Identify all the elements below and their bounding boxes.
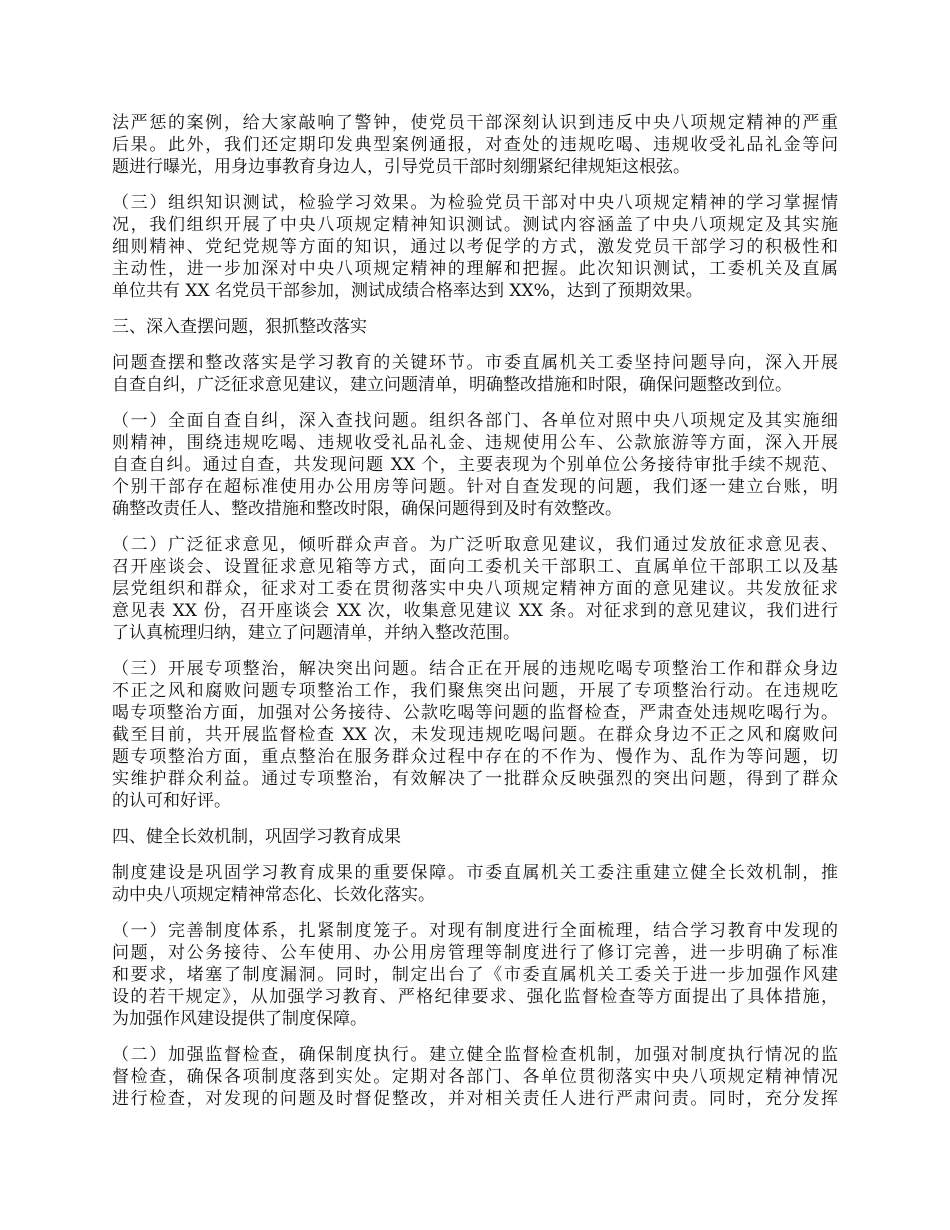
text-line: 意见表 XX 份，召开座谈会 XX 次，收集意见建议 XX 条。对征求到的意见建议，我们进行: [112, 601, 838, 621]
text-line: 题进行曝光，用身边事教育身边人，引导党员干部时刻绷紧纪律规矩这根弦。: [112, 157, 690, 177]
text-line: 后果。此外，我们还定期印发典型案例通报，对查处的违规吃喝、违规收受礼品礼金等问: [112, 135, 838, 155]
body-paragraph: [112, 112, 838, 178]
body-paragraph: [112, 192, 838, 302]
text-line: 督检查，确保各项制度落到实处。定期对各部门、各单位贯彻落实中央八项规定精神情况: [112, 1067, 838, 1087]
text-line: 实维护群众利益。通过专项整治，有效解决了一批群众反映强烈的突出问题，得到了群众: [112, 769, 838, 789]
text-line: 则精神，围绕违规吃喝、违规收受礼品礼金、违规使用公车、公款旅游等方面，深入开展: [112, 433, 838, 453]
text-line: 细则精神、党纪党规等方面的知识，通过以考促学的方式，激发党员干部学习的积极性和: [112, 237, 838, 257]
text-line: 为加强作风建设提供了制度保障。: [112, 1009, 367, 1029]
text-line: 题专项整治方面，重点整治在服务群众过程中存在的不作为、慢作为、乱作为等问题，切: [112, 747, 838, 767]
text-line: 层党组织和群众，征求对工委在贯彻落实中央八项规定精神方面的意见建议。共发放征求: [112, 579, 838, 599]
text-line: 况，我们组织开展了中央八项规定精神知识测试。测试内容涵盖了中央八项规定及其实施: [112, 215, 838, 235]
text-line: （二）广泛征求意见，倾听群众声音。为广泛听取意见建议，我们通过发放征求意见表、: [112, 535, 838, 555]
body-paragraph: [112, 1044, 838, 1110]
text-line: 问题查摆和整改落实是学习教育的关键环节。市委直属机关工委坚持问题导向，深入开展: [112, 353, 838, 373]
text-line: 召开座谈会、设置征求意见箱等方式，面向工委机关干部职工、直属单位干部职工以及基: [112, 557, 838, 577]
text-line: （二）加强监督检查，确保制度执行。建立健全监督检查机制，加强对制度执行情况的监: [112, 1045, 838, 1065]
text-line: 了认真梳理归纳，建立了问题清单，并纳入整改范围。: [112, 623, 520, 643]
body-paragraph: [112, 534, 838, 644]
text-line: 三、深入查摆问题，狠抓整改落实: [112, 317, 367, 337]
text-line: （三）组织知识测试，检验学习效果。为检验党员干部对中央八项规定精神的学习掌握情: [112, 193, 838, 213]
text-line: 四、健全长效机制，巩固学习教育成果: [112, 827, 401, 847]
text-line: 喝专项整治方面，加强对公务接待、公款吃喝等问题的监督检查，严肃查处违规吃喝行为。: [112, 703, 838, 723]
body-paragraph: [112, 410, 838, 520]
text-line: 单位共有 XX 名党员干部参加，测试成绩合格率达到 XX%，达到了预期效果。: [112, 281, 703, 301]
text-line: 自查自纠。通过自查，共发现问题 XX 个，主要表现为个别单位公务接待审批手续不规范、: [112, 455, 838, 475]
body-paragraph: [112, 352, 838, 396]
text-line: 进行检查，对发现的问题及时督促整改，并对相关责任人进行严肃问责。同时，充分发挥: [112, 1089, 838, 1109]
body-paragraph: [112, 658, 838, 812]
text-line: （三）开展专项整治，解决突出问题。结合正在开展的违规吃喝专项整治工作和群众身边: [112, 659, 838, 679]
text-line: 主动性，进一步加深对中央八项规定精神的理解和把握。此次知识测试，工委机关及直属: [112, 259, 838, 279]
text-line: 制度建设是巩固学习教育成果的重要保障。市委直属机关工委注重建立健全长效机制，推: [112, 863, 838, 883]
section-heading: [112, 826, 838, 848]
text-line: 法严惩的案例，给大家敲响了警钟，使党员干部深刻认识到违反中央八项规定精神的严重: [112, 113, 838, 133]
text-line: 动中央八项规定精神常态化、长效化落实。: [112, 885, 435, 905]
text-line: （一）全面自查自纠，深入查找问题。组织各部门、各单位对照中央八项规定及其实施细: [112, 411, 838, 431]
body-paragraph: [112, 862, 838, 906]
text-line: 问题，对公务接待、公车使用、办公用房管理等制度进行了修订完善，进一步明确了标准: [112, 943, 838, 963]
text-line: 个别干部存在超标准使用办公用房等问题。针对自查发现的问题，我们逐一建立台账，明: [112, 477, 838, 497]
text-line: 的认可和好评。: [112, 791, 231, 811]
text-line: 不正之风和腐败问题专项整治工作，我们聚焦突出问题，开展了专项整治行动。在违规吃: [112, 681, 838, 701]
text-line: 自查自纠，广泛征求意见建议，建立问题清单，明确整改措施和时限，确保问题整改到位。: [112, 375, 792, 395]
body-paragraph: [112, 920, 838, 1030]
text-line: （一）完善制度体系，扎紧制度笼子。对现有制度进行全面梳理，结合学习教育中发现的: [112, 921, 838, 941]
document-page: [112, 112, 838, 1124]
text-line: 设的若干规定》，从加强学习教育、严格纪律要求、强化监督检查等方面提出了具体措施，: [112, 987, 838, 1007]
text-line: 和要求，堵塞了制度漏洞。同时，制定出台了《市委直属机关工委关于进一步加强作风建: [112, 965, 838, 985]
text-line: 截至目前，共开展监督检查 XX 次，未发现违规吃喝问题。在群众身边不正之风和腐败问: [112, 725, 838, 745]
section-heading: [112, 316, 838, 338]
text-line: 确整改责任人、整改措施和整改时限，确保问题得到及时有效整改。: [112, 499, 622, 519]
